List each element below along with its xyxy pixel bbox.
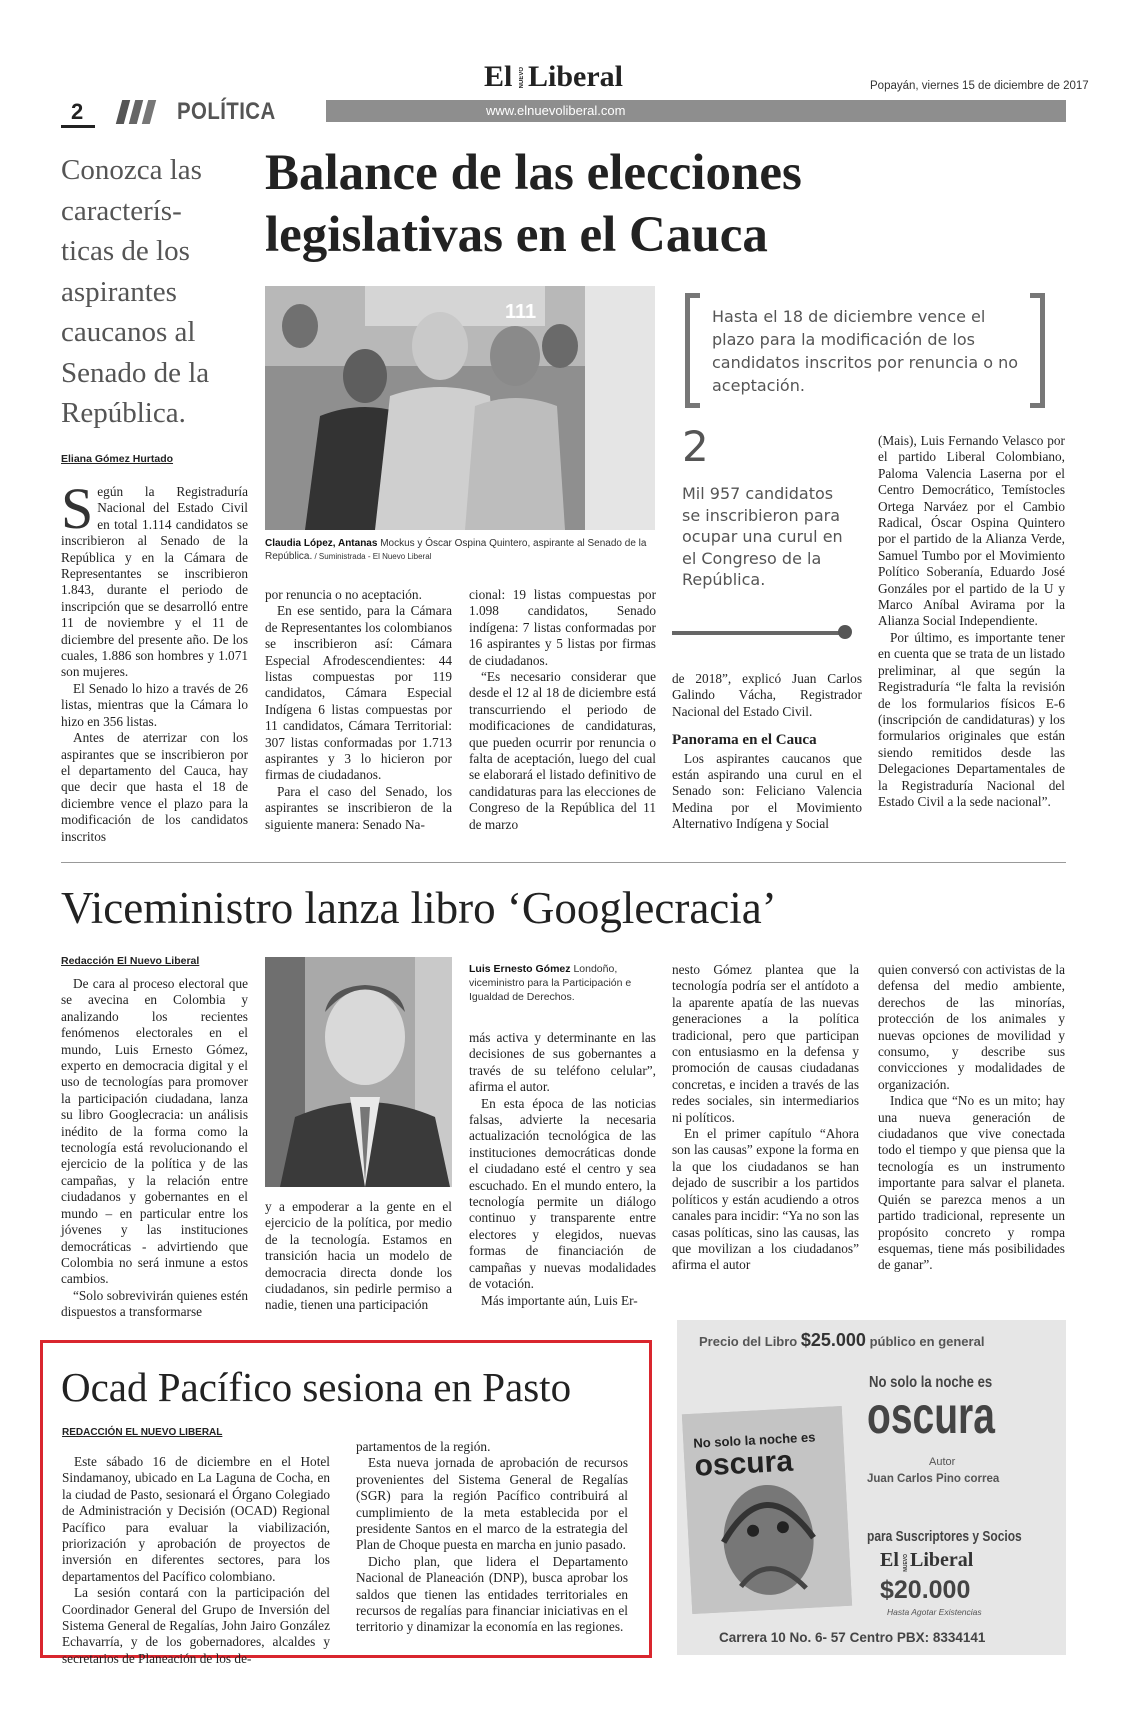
- stat-number: 2: [682, 422, 709, 471]
- ad-price-suffix: público en general: [869, 1334, 985, 1349]
- article1-col1: [61, 476, 248, 845]
- article2-col1-p2: “Solo sobrevivirán quienes estén dispuestos a transformarse: [61, 1287, 248, 1320]
- ad-logo-el: El: [880, 1549, 899, 1571]
- article2-headline: Viceministro lanza libro ‘Googlecracia’: [61, 883, 777, 933]
- masthead-logo-liberal: Liberal: [528, 60, 623, 93]
- article1-caption-text: Mockus y Óscar Ospina Quintero, aspirante al Senado de la República.: [265, 538, 647, 562]
- article3-col2-p2: Esta nueva jornada de aprobación de recursos provenientes del Sistema General de Regalías (SGR) para la región Pacífico contribuirá al cumplimiento de la meta establecida por el presidente Santos en el marco de la estrategia del Plan de Choque puesta en marcha en junio pasado.: [356, 1455, 628, 1553]
- article2-col2: [265, 1199, 452, 1314]
- article1-photo: [265, 286, 655, 530]
- article1-col4-p2: Los aspirantes caucanos que están aspirando una curul en el Senado son: Feliciano Valencia Medina por el Movimiento Alternativo Indígena y Social: [672, 750, 862, 832]
- article2-col2-p1: y a empoderar a la gente en el ejercicio de la política, por medio de la tecnología. Estamos en transición hacia un modelo de democracia directa donde los ciudadanos, sin pedirle permiso a nadie, tienen una participación: [265, 1199, 452, 1313]
- article2-col1: [61, 976, 248, 1321]
- article3-headline: Ocad Pacífico sesiona en Pasto: [61, 1364, 572, 1410]
- article1-col1-p3: Antes de aterrizar con los aspirantes que se inscribieron por el departamento del Cauca, hay que decir que hasta el 18 de diciembre vence el plazo para la modificación de los candidatos inscritos: [61, 730, 248, 844]
- stat-text: Mil 957 candidatos se inscribieron para ocupar una curul en el Congreso de la República.: [682, 484, 843, 589]
- photo-sign-text: 111: [505, 301, 537, 323]
- section-stripes-icon: [119, 100, 169, 124]
- article1-col2-p1: por renuncia o no aceptación.: [265, 587, 422, 602]
- section-bar: [61, 98, 1066, 125]
- ad-address: Carrera 10 No. 6- 57 Centro PBX: 8334141: [719, 1630, 986, 1645]
- article1-col3-p1: cional: 19 listas compuestas por 1.098 candidatos, Senado indígena: 7 listas conformadas por 16 aspirantes y 5 listas por firmas de ciudadanos.: [469, 587, 656, 668]
- article1-col1-p2: El Senado lo hizo a través de 26 listas, mientras que la Cámara lo hizo en 356 listas.: [61, 680, 248, 729]
- stat-dot-icon: [838, 625, 852, 639]
- article3-col2: [356, 1439, 628, 1636]
- page-number-underline: [61, 125, 95, 128]
- article1-col1-p1: egún la Registraduría Nacional del Estado Civil en total 1.114 candidatos se inscribieron al Senado de la República y en la Cámara de Representantes se inscribieron 1.843, durante el periodo de inscripción que se desarrolló entre 11 de noviembre y el 11 de diciembre del presente año. De los cuales, 1.886 son hombres y 1.071 son mujeres.: [61, 484, 248, 680]
- ad-title-small: No solo la noche es: [869, 1374, 993, 1391]
- article1-col3: [469, 587, 656, 833]
- ad-member-price: $20.000: [880, 1576, 971, 1604]
- ad-price-line: [699, 1330, 1049, 1351]
- article1-col5: [878, 433, 1065, 810]
- article1-col5-p2: Por último, es importante tener en cuenta que se trata de un listado preliminar, al que según la Registraduría “le falta la revisión de los formularios físicos E-6 (inscripción de candidaturas) y los formularios originales que están siendo remitidos desde las Delegaciones Departamentales de la Registraduría Nacional del Estado Civil a la sede nacional”.: [878, 629, 1065, 809]
- pullquote-bracket-right: [1030, 293, 1045, 408]
- article2-col4-p2: En el primer capítulo “Ahora son las causas” expone la forma en la que los ciudadanos se han dejado de suscribir a los partidos políticos y están acudiendo a otros canales para incidir: “Ya no son las casas políticas, sino las causas, las que movilizan a los ciudadanos” afirma el autor: [672, 1126, 859, 1273]
- article-ocad-box: [40, 1340, 652, 1666]
- ad-subscribers: para Suscriptores y Socios: [867, 1528, 1022, 1545]
- book-cover-image: [682, 1406, 852, 1614]
- article1-col2-p2: En ese sentido, para la Cámara de Representantes los colombianos se inscribieron así: Cámara Especial Afrodescendientes: 44 listas compuestas por 119 candidatos, Cámara Especial Indígena 6 listas compuestas por 11 candidatos, Cámara Territorial: 307 listas conformadas por 1.713 aspirantes y 3 lo hicieron por firmas de ciudadanos.: [265, 603, 452, 783]
- ad-title-big: oscura: [867, 1387, 995, 1445]
- dateline: Popayán, viernes 15 de diciembre de 2017: [870, 80, 1089, 92]
- article1-col5-p1: (Mais), Luis Fernando Velasco por el partido Liberal Colombiano, Paloma Valencia Laserna por el Centro Democrático, Temístocles Ortega Narváez por el Cambio Radical, Óscar Ospina Quintero por el partido de la Alianza Verde, Samuel Tumbo por el Movimiento Político Soberanía, Eduardo José Gonzáles por el partido de la U y Marco Aníbal Avirama por la Alianza Social Independiente.: [878, 433, 1065, 629]
- article1-col4-p1: de 2018”, explicó Juan Carlos Galindo Vácha, Registrador Nacional del Estado Civil.: [672, 671, 862, 719]
- article3-col1-p1: Este sábado 16 de diciembre en el Hotel Sindamanoy, ubicado en La Laguna de Cocha, en la ciudad de Pasto, sesionará el Órgano Colegiado de Administración y Decisión (OCAD) Regional Pacífico para evaluar la viabilización, priorización y aprobación de proyectos de inversión en diferentes sectores, para los departamentos del Pacífico colombiano.: [62, 1454, 330, 1584]
- article2-col1-p1: De cara al proceso electoral que se avecina en Colombia y analizando los recientes fenómenos electorales en el mundo, Luis Ernesto Gómez, experto en democracia digital y el uso de tecnologías para promover la participación ciudadana, lanza su libro Googlecracia: un análisis inédito de la forma como la tecnología está revolucionando el ejercicio de la política y de las campañas, y la relación entre ciudadanos y gobernantes en el mundo – en particular entre los jóvenes y las instituciones democráticas - advirtiendo que Colombia no será inmune a estos cambios.: [61, 976, 248, 1287]
- cover-title-small: No solo la noche es: [693, 1429, 816, 1451]
- article1-photo-caption: [265, 537, 657, 563]
- article2-col3-p1: más activa y determinante en las decisiones de sus gobernantes a través de su teléfono celular”, afirma el autor.: [469, 1030, 656, 1095]
- stat-rule: [672, 631, 842, 635]
- book-advertisement[interactable]: [677, 1320, 1066, 1655]
- pullquote-box: [685, 293, 1045, 400]
- ad-logo-liberal: Liberal: [910, 1549, 974, 1571]
- viceminister-portrait-image: [265, 957, 452, 1187]
- article2-caption-text: Londoño, viceministro para la Participación e Igualdad de Derechos.: [469, 963, 632, 1003]
- article1-col2-p3: Para el caso del Senado, los aspirantes se inscribieron de la siguiente manera: Senado Na-: [265, 783, 452, 832]
- page-number: 2: [71, 99, 84, 124]
- article1-photo-credit: / Suministrada - El Nuevo Liberal: [312, 552, 432, 561]
- dropcap: S: [61, 476, 94, 541]
- article3-col1: [62, 1454, 330, 1667]
- article3-col2-p3: Dicho plan, que lidera el Departamento Nacional de Planeación (DNP), busca aprobar los saldos que tienen las entidades territoriales en recursos de regalías para financiar iniciativas en el territorio y dinamizar la economía en las regiones.: [356, 1553, 628, 1635]
- cover-title-big: oscura: [693, 1444, 794, 1483]
- website-url[interactable]: www.elnuevoliberal.com: [486, 103, 626, 118]
- article1-subhead: Panorama en el Cauca: [672, 732, 817, 749]
- article2-col5-p1: quien conversó con activistas de la defensa del medio ambiente, derechos de las minorías, protección de los animales y nuevas opciones de movilidad y consumo, y describe sus convicciones y modalidades de organización.: [878, 962, 1065, 1092]
- section-bar-fill: [326, 100, 1066, 122]
- article2-photo: [265, 957, 452, 1187]
- ad-author-label: Autor: [929, 1456, 956, 1468]
- ad-price-label: Precio del Libro: [699, 1334, 798, 1349]
- section-divider-1: [61, 862, 1066, 863]
- masthead-logo-nuevo: NUEVO: [519, 67, 525, 89]
- stat-box: [672, 422, 852, 643]
- candidates-photo-image: [265, 286, 655, 530]
- article2-col4-p1: nesto Gómez plantea que la tecnología podría ser el antídoto a la aparente apatía de las nuevas generaciones a la política tradicional, pero que participan con entusiasmo en la defensa y promoción de causas ciudadanas concretas, e inciden a través de las redes sociales, sin intermediarios ni políticos.: [672, 962, 859, 1125]
- article3-byline: REDACCIÓN EL NUEVO LIBERAL: [62, 1427, 223, 1438]
- article1-lead: Conozca las caracterís- ticas de los aspirantes caucanos al Senado de la República.: [61, 154, 210, 429]
- pullquote-text: Hasta el 18 de diciembre vence el plazo para la modificación de los candidatos inscritos por renuncia o no aceptación.: [712, 307, 1019, 395]
- article1-col2: [265, 587, 452, 833]
- article2-col4: [672, 962, 859, 1274]
- ad-price: $25.000: [800, 1330, 866, 1350]
- article2-byline: Redacción El Nuevo Liberal: [61, 955, 200, 967]
- article2-caption-bold: Luis Ernesto Gómez: [469, 963, 571, 975]
- article2-col3-p2: En esta época de las noticias falsas, advierte la necesaria actualización tecnológica de las instituciones democráticas donde el ciudadano esté el centro y sea escuchado. En el mundo entero, la tecnología permite un diálogo continuo y transparente entre electores y elegidos, nuevas formas de financiación de campañas y nuevas modalidades de votación.: [469, 1095, 656, 1292]
- article3-col1-p2: La sesión contará con la participación del Coordinador General del Grupo de Inversión del Sistema General de Regalías, John Jairo González Echavarría, y de los gobernadores, alcaldes y secretarios de Planeación de los de-: [62, 1585, 330, 1666]
- pullquote-bracket-left: [685, 293, 700, 408]
- article1-col3-p2: “Es necesario considerar que desde el 12 al 18 de diciembre está transcurriendo el periodo de modificaciones de candidaturas, que pueden ocurrir por renuncia o falta de aceptación, luego del cual se elaborará el listado definitivo de candidaturas para las elecciones de Congreso de la República del 11 de marzo: [469, 669, 656, 832]
- article2-col5-p2: Indica que “No es un mito; hay una nueva generación de ciudadanos que vive conectada todo el tiempo y que piensa que la tecnología es un instrumento importante para salvar el planeta. Quién se parezca menos a un partido tradicional, represente un propósito concreto y rompa esquemas, tiene más posibilidades de ganar”.: [878, 1093, 1065, 1273]
- article1-byline: Eliana Gómez Hurtado: [61, 453, 174, 465]
- section-title: POLÍTICA: [177, 98, 276, 125]
- article2-col3: [469, 1030, 656, 1309]
- article2-photo-caption: [469, 962, 656, 1004]
- article1-caption-bold: Claudia López, Antanas: [265, 538, 378, 549]
- ad-logo-nuevo: NUEVO: [903, 1554, 909, 1572]
- article2-col3-p3: Más importante aún, Luis Er-: [481, 1292, 638, 1308]
- article1-col4: [672, 671, 862, 833]
- ad-author: Juan Carlos Pino correa: [867, 1473, 1000, 1485]
- article3-col2-p1: partamentos de la región.: [356, 1439, 491, 1454]
- article1-headline: Balance de las elecciones legislativas en el Cauca: [265, 145, 802, 263]
- ad-stock-note: Hasta Agotar Existencias: [887, 1607, 982, 1617]
- masthead-logo-el: El: [484, 60, 513, 93]
- article2-col5: [878, 962, 1065, 1274]
